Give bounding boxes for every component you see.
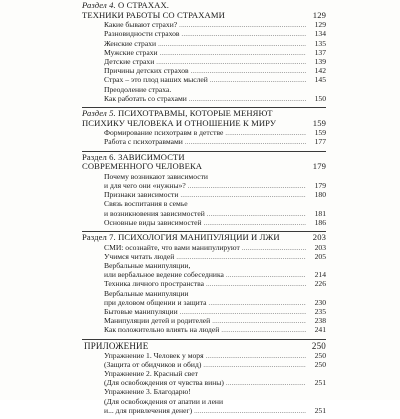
toc-entry-title: Связь воспитания в семье [104,199,188,209]
toc-entry-title: Основные виды зависимостей ..... [104,218,306,227]
toc-entry-title: и для чего они «нужны»? ..... [104,181,306,190]
toc-entry-title: Какие бывают страхи? ..... [104,20,306,29]
toc-entry [82,360,326,369]
toc-entry-page: 150 [314,93,326,103]
toc-section-6 [82,151,326,227]
toc-entry [82,397,326,406]
toc-section-4 [82,0,326,103]
toc-entry-title: Как работать со страхами ..... [104,94,306,103]
section-heading [82,1,326,20]
section-heading [82,233,326,243]
toc-entry [82,369,326,378]
toc-entry [82,243,326,252]
toc-entry-title: Техника личного пространства ..... [104,279,306,288]
toc-entry [82,351,326,360]
toc-entry-page: 181 [314,208,326,218]
toc-entry [82,378,326,387]
toc-entry-page: 214 [314,270,326,280]
toc-entry-title: Манипуляции детей и родителей ..... [104,316,306,325]
toc-entry [82,85,326,94]
toc-entry [82,190,326,199]
toc-entry-title: (Для освобождения от чувства вины) ..... [104,378,306,387]
toc-entry [82,270,326,279]
toc-entry-title: Разновидности страхов ..... [104,29,306,38]
toc-entry [82,316,326,325]
toc-entry [82,252,326,261]
toc-entry-title: Признаки зависимости ..... [104,190,306,199]
section-title-line: О СТРАХАХ. [118,0,170,10]
toc-entry-page: 142 [314,66,326,76]
toc-entry [82,307,326,316]
toc-entry-title: и... для привлечения денег) ..... [104,406,306,415]
section-page: 179 [312,161,326,172]
toc-entry [82,279,326,288]
toc-entry [82,298,326,307]
toc-entry [82,137,326,146]
toc-entry-page: 129 [314,20,326,30]
toc-entry [82,75,326,84]
section-prefix: Раздел 7. [82,232,116,243]
toc-entry [82,128,326,137]
toc-entry [82,181,326,190]
toc-entry-title: СМИ: осознайте, что вами манипулируют ..... [104,243,306,252]
toc-entry-title: Формирование психотравм в детстве ..... [104,128,306,137]
section-heading [82,153,326,172]
toc-entry-page: 205 [314,251,326,261]
toc-entry-title: Упражнение 2. Красный свет [104,369,198,379]
toc-entry-title: Преодоление страха. [104,84,172,94]
toc-entry [82,94,326,103]
toc-entry [82,199,326,208]
toc-entry-page: 241 [314,325,326,335]
toc-entry-page: 180 [314,190,326,200]
appendix-title: ПРИЛОЖЕНИЕ [84,340,149,351]
section-heading [82,109,326,128]
section-prefix: Раздел 5. [82,108,116,119]
section-title-line: СОВРЕМЕННОГО ЧЕЛОВЕКА [82,161,203,172]
appendix-heading [82,341,326,351]
toc-entry-page: 186 [314,217,326,227]
toc-entry-page: 251 [314,405,326,415]
toc-entry-page: 250 [314,359,326,369]
section-title-line: ЗАВИСИМОСТИ [118,151,185,162]
toc-entry-title: и возникновения зависимостей ..... [104,209,306,218]
toc-entry-title: Бытовые манипуляции ..... [104,307,306,316]
toc-entry [82,289,326,298]
toc-entry-title: Вербальные манипуляции, [104,261,191,271]
toc-entry-title: (Для освобождения от апатии и лени [104,396,224,406]
toc-entry-page: 203 [314,242,326,252]
toc-entry-page: 238 [314,316,326,326]
toc-entry-title: Как положительно влиять на людей ..... [104,325,306,334]
toc-entry-title: Почему возникают зависимости [104,171,208,181]
toc-entry-page: 135 [314,38,326,48]
toc-entry-page: 179 [314,181,326,190]
toc-entry-page: 159 [314,128,326,138]
toc-entry-page: 139 [314,57,326,66]
toc-section-7 [82,231,326,335]
toc-entry [82,218,326,227]
toc-entry-title: Вербальные манипуляции [104,288,189,298]
toc-entry-title: Детские страхи ..... [104,57,306,66]
toc-section-5 [82,107,326,147]
toc-entry [82,172,326,181]
toc-entry-title: Работа с психотравмами ..... [104,137,306,146]
toc-entry [82,325,326,334]
table-of-contents [82,0,326,419]
toc-entry-title: Женские страхи ..... [104,39,306,48]
toc-entry-page: 226 [314,279,326,289]
toc-entry-page: 137 [314,47,326,57]
toc-entry-page: 235 [314,307,326,317]
toc-entry-title: (Защита от обидчиков и обид) ..... [104,360,306,369]
toc-entry-page: 230 [314,297,326,307]
toc-entry [82,48,326,57]
toc-entry-page: 145 [314,75,326,85]
section-prefix: Раздел 4. [82,0,116,10]
toc-entry [82,20,326,29]
section-page: 203 [312,232,326,243]
toc-entry-title: Причины детских страхов ..... [104,66,306,75]
toc-entry-title: при деловом общении и защита ..... [104,298,306,307]
toc-entry-title: Страх – это плод наших мыслей ..... [104,75,306,84]
section-title-line: ТЕХНИКИ РАБОТЫ СО СТРАХАМИ [82,9,225,20]
section-page: 159 [312,117,326,128]
toc-entry-title: или вербальное ведение собеседника ..... [104,270,306,279]
toc-entry [82,209,326,218]
toc-entry-page: 134 [314,29,326,39]
section-title-line: ПСИХОТРАВМЫ, КОТОРЫЕ МЕНЯЮТ [118,108,273,119]
toc-entry-page: 251 [314,378,326,388]
section-title-line: ПСИХОЛОГИЯ МАНИПУЛЯЦИИ И ЛЖИ [118,232,280,243]
appendix-page: 250 [311,340,326,351]
toc-appendix [82,339,326,415]
toc-entry-page: 177 [314,137,326,147]
toc-entry [82,66,326,75]
toc-entry [82,39,326,48]
toc-entry-title: Упражнение 3. Благодарю! [104,387,191,397]
toc-entry-title: Упражнение 1. Человек у моря ..... [104,351,306,360]
toc-entry [82,261,326,270]
toc-entry-title: Мужские страхи ..... [104,48,306,57]
toc-entry [82,387,326,396]
section-prefix: Раздел 6. [82,151,116,162]
toc-entry [82,29,326,38]
toc-entry-title: Учимся читать людей ..... [104,252,306,261]
toc-entry [82,57,326,66]
section-page: 129 [312,9,326,20]
section-title-line: ПСИХИКУ ЧЕЛОВЕКА И ОТНОШЕНИЕ К МИРУ [82,117,277,128]
toc-entry-page: 250 [314,350,326,360]
toc-entry [82,406,326,415]
